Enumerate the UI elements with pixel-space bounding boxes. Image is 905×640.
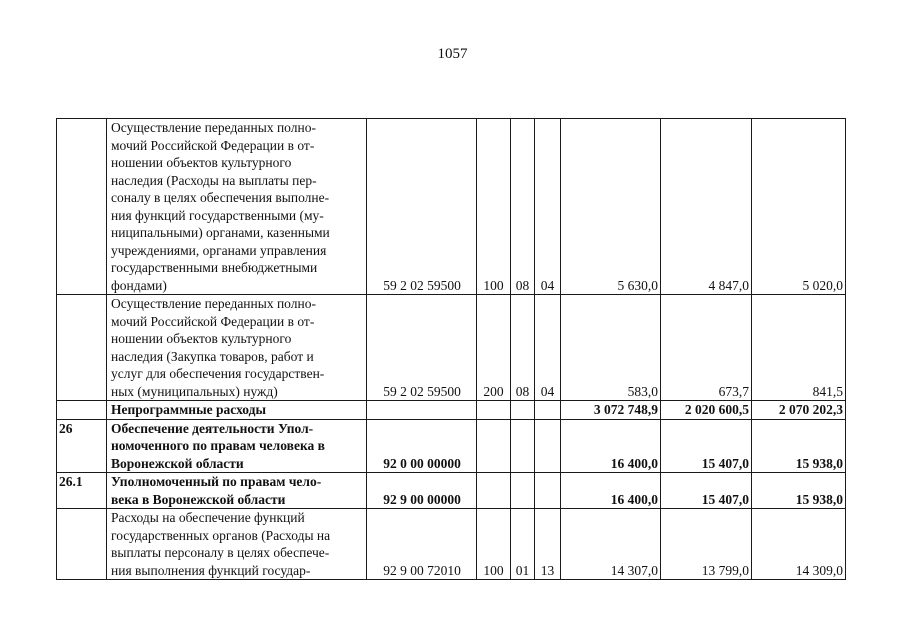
row-name-line: услуг для обеспечения государствен- xyxy=(111,366,325,381)
row-code-cell: 59 2 02 59500 xyxy=(367,295,477,401)
row-code-cell: 92 0 00 00000 xyxy=(367,419,477,473)
row-name-line: Осуществление переданных полно- xyxy=(111,296,316,311)
row-rz-cell xyxy=(511,401,535,420)
row-sum-2021-cell: 583,0 xyxy=(561,295,661,401)
row-rz-cell xyxy=(511,419,535,473)
row-name-line: номоченного по правам человека в xyxy=(111,438,325,453)
row-code-cell: 92 9 00 00000 xyxy=(367,473,477,509)
row-rz-cell: 01 xyxy=(511,509,535,580)
row-name-line: соналу в целях обеспечения выполне- xyxy=(111,190,330,205)
table-row xyxy=(57,295,846,401)
row-name-line: Непрограммные расходы xyxy=(111,402,267,417)
row-sum-2022-cell: 673,7 xyxy=(661,295,752,401)
row-rz-cell: 08 xyxy=(511,295,535,401)
row-sum-2021-cell: 16 400,0 xyxy=(561,419,661,473)
row-index-cell xyxy=(57,509,107,580)
row-name-cell xyxy=(107,509,367,580)
table-row xyxy=(57,401,846,420)
table-row xyxy=(57,509,846,580)
row-rz-cell xyxy=(511,473,535,509)
row-code-cell: 92 9 00 72010 xyxy=(367,509,477,580)
row-pr-cell: 13 xyxy=(535,509,561,580)
row-pr-cell xyxy=(535,401,561,420)
row-index-cell: 26 xyxy=(57,419,107,473)
row-code-cell: 59 2 02 59500 xyxy=(367,119,477,295)
row-name-line: государственных органов (Расходы на xyxy=(111,527,331,543)
row-name-line: наследия (Закупка товаров, работ и xyxy=(111,348,314,364)
row-vr-cell: 200 xyxy=(477,295,511,401)
row-index-cell xyxy=(57,295,107,401)
row-name-line: мочий Российской Федерации в от- xyxy=(111,313,315,329)
row-name-line: ных (муниципальных) нужд) xyxy=(111,383,278,399)
row-code-cell xyxy=(367,401,477,420)
row-sum-2021-cell: 16 400,0 xyxy=(561,473,661,509)
row-sum-2022-cell: 13 799,0 xyxy=(661,509,752,580)
row-name-line: учреждениями, органами управления xyxy=(111,242,327,258)
row-vr-cell: 100 xyxy=(477,119,511,295)
row-name-cell xyxy=(107,473,367,509)
row-vr-cell xyxy=(477,419,511,473)
row-vr-cell xyxy=(477,473,511,509)
row-name-line: Осуществление переданных полно- xyxy=(111,120,316,135)
row-sum-2022-cell: 15 407,0 xyxy=(661,419,752,473)
row-name-line: выплаты персоналу в целях обеспече- xyxy=(111,545,330,560)
row-name-line: Воронежской области xyxy=(111,455,244,471)
table-row xyxy=(57,119,846,295)
row-name-line: Уполномоченный по правам чело- xyxy=(111,474,322,489)
row-name-line: фондами) xyxy=(111,277,167,293)
row-sum-2021-cell: 14 307,0 xyxy=(561,509,661,580)
row-name-cell xyxy=(107,119,367,295)
budget-table xyxy=(56,118,846,580)
row-sum-2022-cell: 15 407,0 xyxy=(661,473,752,509)
row-sum-2023-cell: 15 938,0 xyxy=(752,419,846,473)
table-row xyxy=(57,419,846,473)
row-sum-2022-cell: 2 020 600,5 xyxy=(661,401,752,420)
row-name-line: века в Воронежской области xyxy=(111,491,286,507)
row-name-line: Расходы на обеспечение функций xyxy=(111,510,305,525)
row-sum-2023-cell: 2 070 202,3 xyxy=(752,401,846,420)
row-index-cell xyxy=(57,119,107,295)
row-sum-2023-cell: 14 309,0 xyxy=(752,509,846,580)
row-pr-cell: 04 xyxy=(535,119,561,295)
row-sum-2023-cell: 841,5 xyxy=(752,295,846,401)
row-name-line: ниципальными) органами, казенными xyxy=(111,225,330,240)
row-name-line: государственными внебюджетными xyxy=(111,260,318,275)
row-pr-cell: 04 xyxy=(535,295,561,401)
row-pr-cell xyxy=(535,473,561,509)
row-sum-2021-cell: 5 630,0 xyxy=(561,119,661,295)
row-name-cell xyxy=(107,419,367,473)
row-vr-cell: 100 xyxy=(477,509,511,580)
table-body xyxy=(57,119,846,580)
table-row xyxy=(57,473,846,509)
row-sum-2023-cell: 15 938,0 xyxy=(752,473,846,509)
row-name-cell xyxy=(107,401,367,420)
row-name-cell xyxy=(107,295,367,401)
row-name-line: наследия (Расходы на выплаты пер- xyxy=(111,172,317,188)
row-vr-cell xyxy=(477,401,511,420)
row-rz-cell: 08 xyxy=(511,119,535,295)
row-sum-2023-cell: 5 020,0 xyxy=(752,119,846,295)
row-name-line: мочий Российской Федерации в от- xyxy=(111,137,315,153)
page-number: 1057 xyxy=(437,46,468,62)
row-pr-cell xyxy=(535,419,561,473)
row-sum-2021-cell: 3 072 748,9 xyxy=(561,401,661,420)
row-index-cell: 26.1 xyxy=(57,473,107,509)
row-name-line: ния функций государственными (му- xyxy=(111,207,324,223)
row-sum-2022-cell: 4 847,0 xyxy=(661,119,752,295)
row-name-line: ношении объектов культурного xyxy=(111,331,292,346)
row-name-line: ния выполнения функций государ- xyxy=(111,562,311,578)
row-index-cell xyxy=(57,401,107,420)
row-name-line: ношении объектов культурного xyxy=(111,155,292,170)
row-name-line: Обеспечение деятельности Упол- xyxy=(111,420,314,436)
